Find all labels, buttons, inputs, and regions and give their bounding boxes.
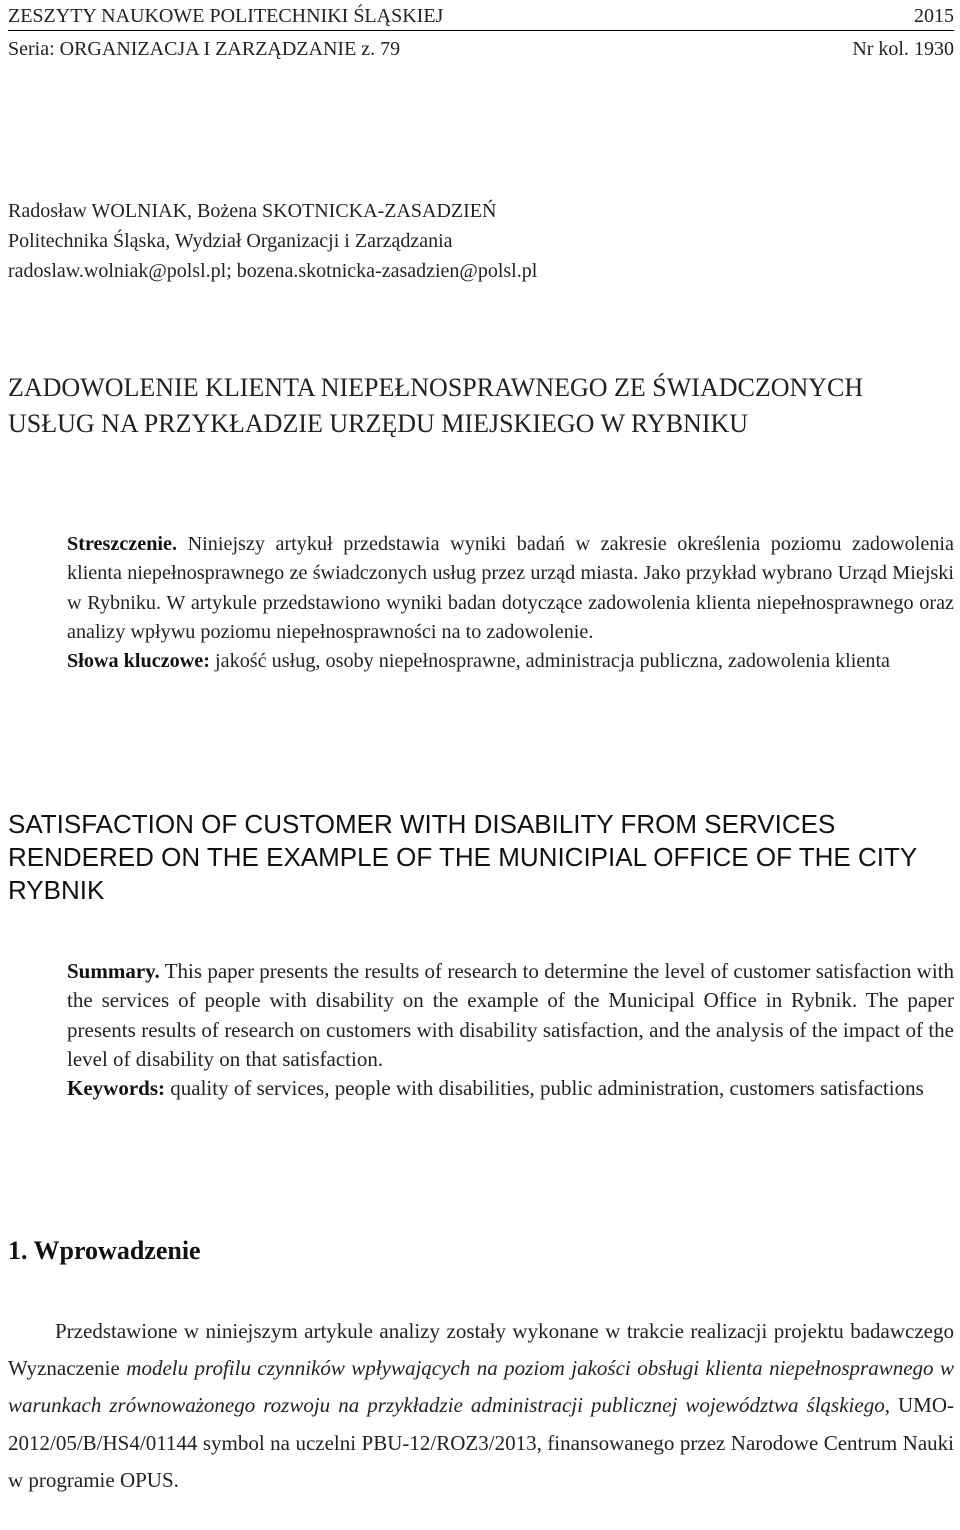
abstract-english [67, 957, 954, 1103]
title-polish: ZADOWOLENIE KLIENTA NIEPEŁNOSPRAWNEGO ZE ŚWIADCZONYCH USŁUG NA PRZYKŁADZIE URZĘDU MIEJSKIEGO W RYBNIKU [8, 373, 864, 438]
project-title-italic: modelu profilu czynników wpływających na poziom jakości obsługi klienta niepełnosprawnego w warunkach zrównoważonego rozwoju na przykładzie administracji publicznej województwa śląskiego [8, 1356, 955, 1418]
series-name: Seria: ORGANIZACJA I ZARZĄDZANIE z. 79 [8, 38, 401, 60]
journal-header [8, 4, 954, 30]
keywords-english [67, 1074, 954, 1103]
abstract-polish-text: Niniejszy artykuł przedstawia wyniki badań w zakresie określenia poziomu zadowolenia klienta niepełnosprawnego ze świadczonych usług przez urząd miasta. Jako przykład wybrano Urząd Miejski w Rybniku. W artykule przedstawiono wyniki badan dotyczące zadowolenia klienta niepełnosprawnego oraz analizy wpływu poziomu niepełnosprawności na to zadowolenie. [67, 533, 954, 643]
journal-year: 2015 [914, 5, 954, 27]
section-heading: 1. Wprowadzenie [8, 1236, 201, 1265]
abstract-english-paragraph [67, 957, 954, 1074]
abstract-english-label: Summary. [67, 959, 160, 983]
issue-number: Nr kol. 1930 [852, 38, 954, 60]
author-affiliation: Politechnika Śląska, Wydział Organizacji i Zarządzania [8, 230, 453, 252]
author-emails: radoslaw.wolniak@polsl.pl; bozena.skotnicka-zasadzien@polsl.pl [8, 260, 538, 282]
author-block [8, 196, 954, 286]
journal-name: ZESZYTY NAUKOWE POLITECHNIKI ŚLĄSKIEJ [8, 5, 444, 27]
keywords-polish-text: jakość usług, osoby niepełnosprawne, administracja publiczna, zadowolenia klienta [215, 650, 891, 673]
abstract-english-text: This paper presents the results of research to determine the level of customer satisfaction with the services of people with disability on the example of the Municipal Office in Rybnik. The paper presents results of research on customers with disability satisfaction, and the analysis of the impact of the level of disability on that satisfaction. [67, 959, 954, 1071]
section-body-paragraph [8, 1313, 954, 1499]
keywords-english-label: Keywords: [67, 1076, 165, 1101]
abstract-polish-paragraph [67, 530, 954, 647]
keywords-polish [67, 647, 954, 676]
abstract-polish-label: Streszczenie. [67, 533, 178, 555]
title-english: SATISFACTION OF CUSTOMER WITH DISABILITY FROM SERVICES RENDERED ON THE EXAMPLE OF THE MUNICIPIAL OFFICE OF THE CITY RYBNIK [8, 809, 917, 905]
header-divider [8, 30, 954, 31]
keywords-polish-label: Słowa kluczowe: [67, 650, 210, 673]
body-text-end: , UMO-2012/05/B/HS4/01144 symbol na uczelni PBU-12/ROZ3/2013, finansowanego przez Narodowe Centrum Nauki w programie OPUS. [8, 1393, 955, 1492]
body-text-start: Przedstawione w niniejszym artykule analizy zostały wykonane w trakcie realizacji projektu badawczego Wyznaczenie [8, 1319, 954, 1381]
abstract-polish [67, 530, 954, 676]
author-names: Radosław WOLNIAK, Bożena SKOTNICKA-ZASADZIEŃ [8, 200, 497, 222]
keywords-english-text: quality of services, people with disabilities, public administration, customers satisfactions [170, 1076, 924, 1101]
series-header [8, 37, 954, 63]
